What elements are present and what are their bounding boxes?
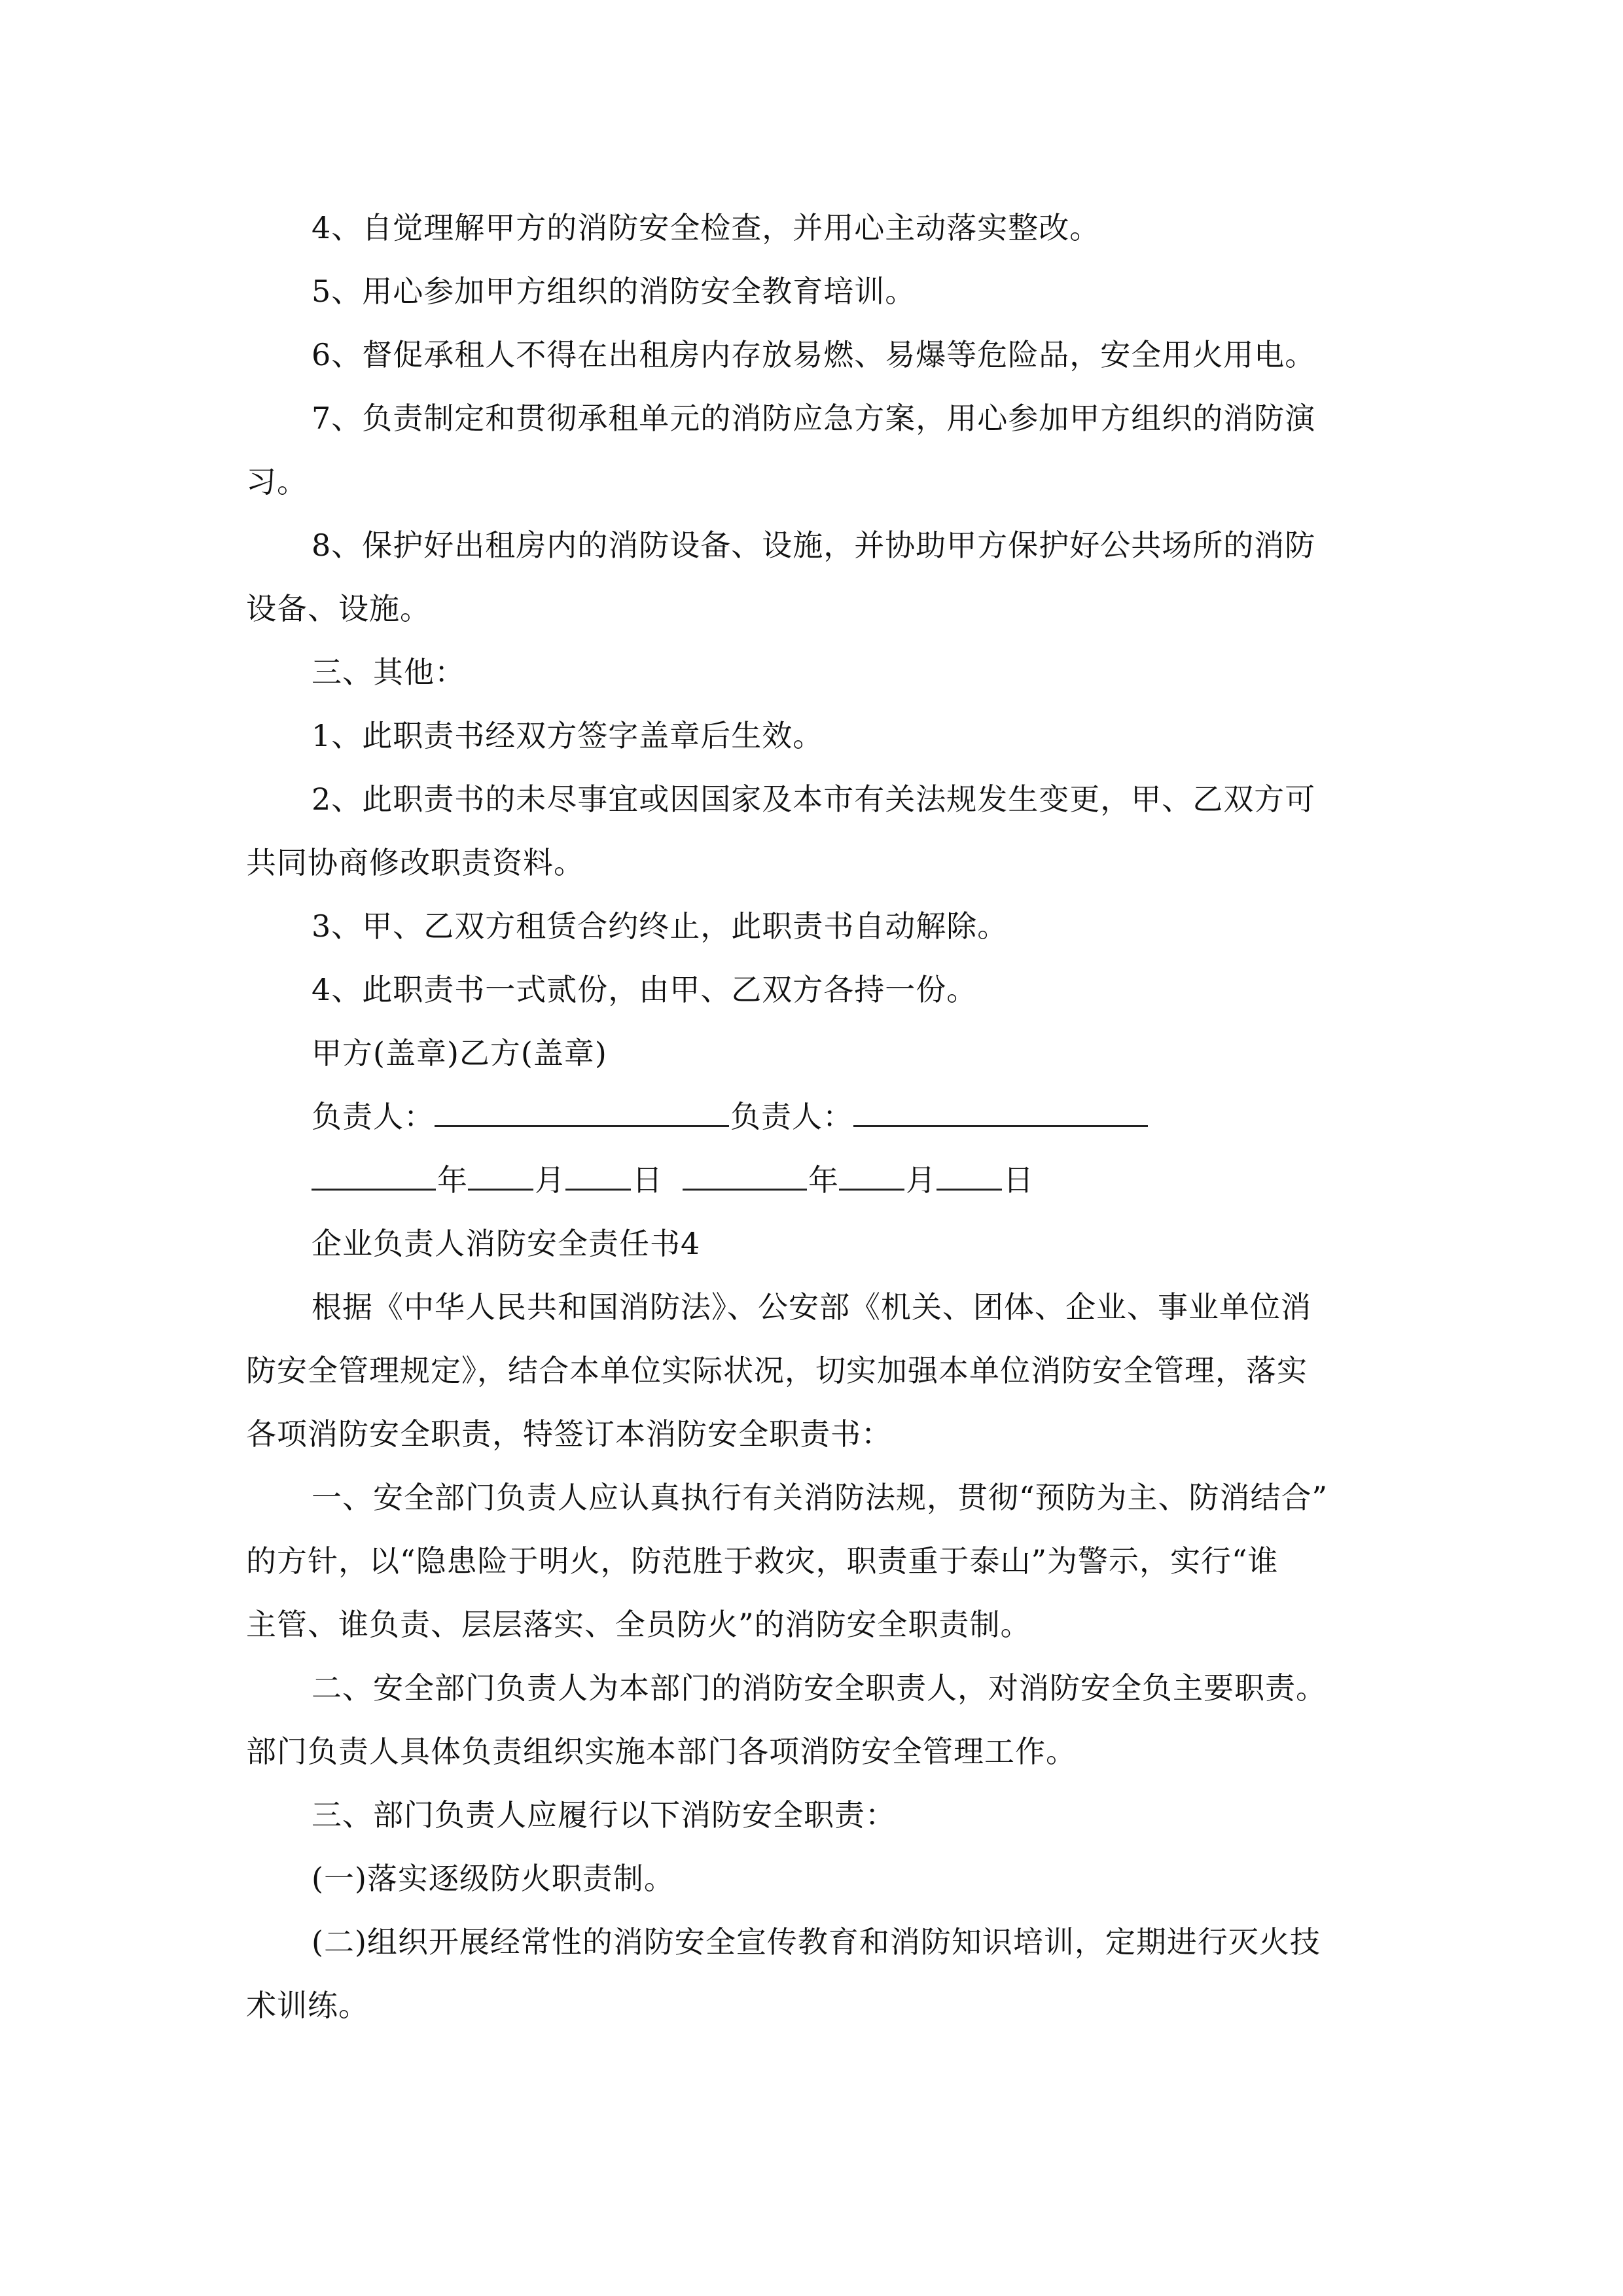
section-heading-other: 三、其他： [312, 655, 465, 690]
signature-blank-party-b [853, 1086, 1148, 1127]
intro-line-1: 根据《中华人民共和国消防法》、公安部《机关、团体、企业、事业单位消 [312, 1289, 1311, 1325]
clause-8-line-1: 8、保护好出租房内的消防设备、设施，并协助甲方保护好公共场所的消防 [312, 528, 1316, 563]
other-item-3: 3、甲、乙双方租赁合约终止，此职责书自动解除。 [312, 908, 1008, 944]
clause-8-line-2: 设备、设施。 [246, 591, 431, 626]
duty-item-2-line-2: 术训练。 [246, 1988, 369, 2023]
signature-blank-party-a [435, 1086, 729, 1127]
clause-7-line-1: 7、负责制定和贯彻承租单元的消防应急方案，用心参加甲方组织的消防演 [312, 401, 1316, 436]
date-month-blank-a [468, 1149, 533, 1191]
date-year-blank-a [312, 1149, 436, 1191]
article-1-line-3: 主管、谁负责、层层落实、全员防火”的消防安全职责制。 [246, 1607, 1031, 1642]
article-1-line-2: 的方针，以“隐患险于明火，防范胜于救灾，职责重于泰山”为警示，实行“谁 [246, 1543, 1279, 1579]
date-day-blank-a [565, 1149, 631, 1191]
other-item-4: 4、此职责书一式贰份，由甲、乙双方各持一份。 [312, 972, 978, 1007]
seal-line: 甲方(盖章)乙方(盖章) [312, 1035, 607, 1071]
date-month-label-b: 月 [906, 1162, 936, 1198]
date-line [246, 1149, 1385, 1212]
other-item-1: 1、此职责书经双方签字盖章后生效。 [312, 718, 824, 753]
intro-line-3: 各项消防安全职责，特签订本消防安全职责书： [246, 1416, 892, 1452]
signature-label-party-b: 负责人： [730, 1099, 853, 1134]
article-3-heading: 三、部门负责人应履行以下消防安全职责： [312, 1797, 896, 1833]
article-2-line-1: 二、安全部门负责人为本部门的消防安全职责人，对消防安全负主要职责。 [312, 1670, 1327, 1706]
date-day-blank-b [936, 1149, 1002, 1191]
clause-4: 4、自觉理解甲方的消防安全检查，并用心主动落实整改。 [312, 210, 1101, 245]
document-body [246, 196, 1385, 2037]
date-day-label-a: 日 [632, 1162, 663, 1198]
date-year-label-b: 年 [808, 1162, 839, 1198]
signature-label-party-a: 负责人： [312, 1099, 435, 1134]
intro-line-2: 防安全管理规定》，结合本单位实际状况，切实加强本单位消防安全管理，落实 [246, 1353, 1308, 1388]
date-day-label-b: 日 [1003, 1162, 1034, 1198]
article-2-line-2: 部门负责人具体负责组织实施本部门各项消防安全管理工作。 [246, 1734, 1077, 1769]
article-1-line-1: 一、安全部门负责人应认真执行有关消防法规，贯彻“预防为主、防消结合” [312, 1480, 1329, 1515]
other-item-2-line-1: 2、此职责书的未尽事宜或因国家及本市有关法规发生变更，甲、乙双方可 [312, 781, 1316, 817]
date-year-blank-b [683, 1149, 807, 1191]
signature-line [246, 1085, 1385, 1149]
clause-7-line-2: 习。 [246, 464, 308, 499]
duty-item-2-line-1: (二)组织开展经常性的消防安全宣传教育和消防知识培训，定期进行灭火技 [312, 1924, 1321, 1960]
duty-item-1: (一)落实逐级防火职责制。 [312, 1861, 675, 1896]
date-year-label-a: 年 [437, 1162, 468, 1198]
date-month-label-a: 月 [535, 1162, 565, 1198]
other-item-2-line-2: 共同协商修改职责资料。 [246, 845, 584, 880]
clause-5: 5、用心参加甲方组织的消防安全教育培训。 [312, 274, 916, 309]
clause-6: 6、督促承租人不得在出租房内存放易燃、易爆等危险品，安全用火用电。 [312, 337, 1316, 372]
section-title-4: 企业负责人消防安全责任书4 [312, 1226, 701, 1261]
date-month-blank-b [839, 1149, 904, 1191]
